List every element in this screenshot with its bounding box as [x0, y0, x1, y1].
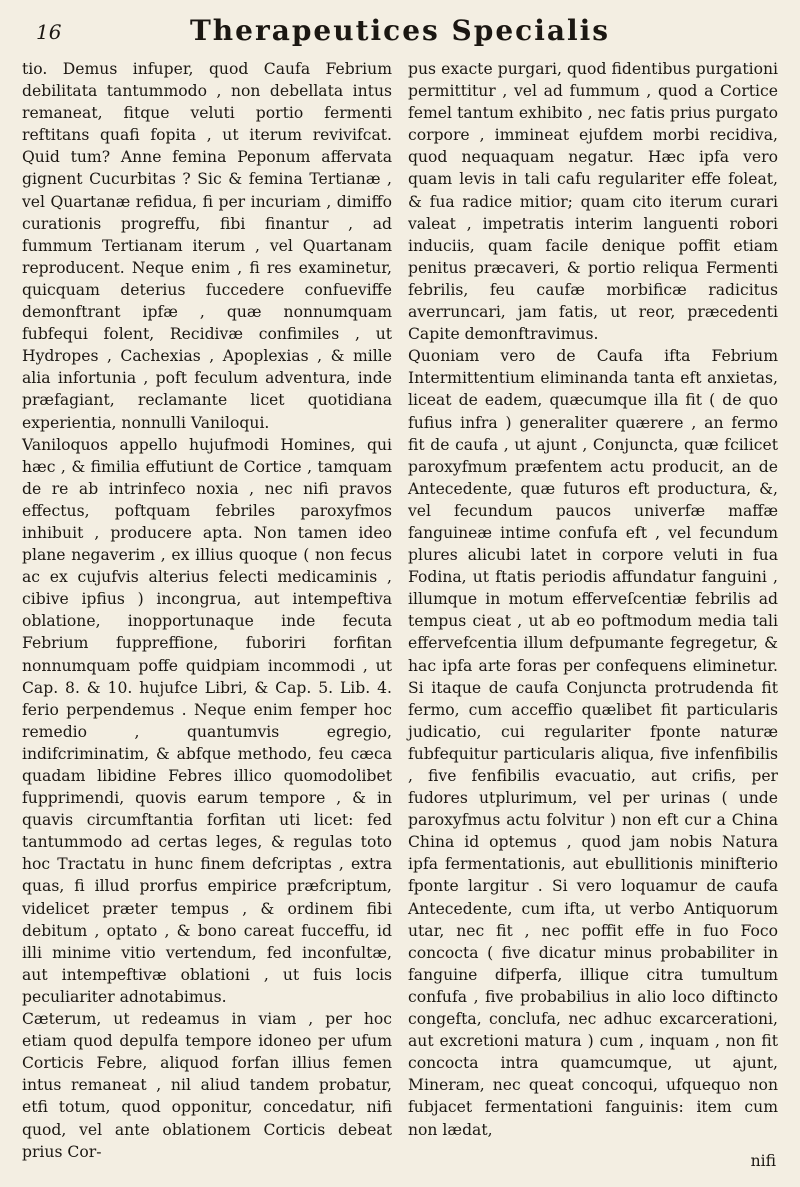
paragraph: tio. Demus infuper, quod Caufa Febrium debilitata tantummodo , non debellata intus remaneat, fitque veluti portio fermenti reftitans quafi fopita , ut iterum revivifcat. Quid tum? Anne femina Peponum affervata gignent Cucurbitas ? Sic & femina Tertianæ , vel Quartanæ refidua, fi per incuriam , dimiffo curationis progreffu, fibi finantur , ad fummum Tertianam iterum , vel Quartanam reproducent. Neque enim , fi res examinetur, quicquam deterius fuccedere confueviffe demonftrant ipfæ , quæ nonnumquam fubfequi folent, Recidivæ confimiles , ut Hydropes , Cachexias , Apoplexias , & mille alia infortunia , poft feculum adventura, inde præfagiant, reclamante licet quotidiana experientia, nonnulli Vaniloqui.	[22, 60, 392, 432]
paragraph: Vaniloquos appello hujufmodi Homines, qui hæc , & fimilia effutiunt de Cortice , tamquam de re ab intrinfeco noxia , nec nifi pravos effectus, poftquam febriles paroxyfmos inhibuit , producere apta. Non tamen ideo plane negaverim , ex illius quoque ( non fecus ac ex cujufvis alterius felecti medicaminis , cibive ipfius ) incongrua, aut intempeftiva oblatione, inopportunaque inde fecuta Febrium fuppreffione, fuboriri forfitan nonnumquam poffe quidpiam incommodi , ut Cap. 8. & 10. hujufce Libri, & Cap. 5. Lib. 4. ferio perpendemus . Neque enim femper hoc remedio , quantumvis egregio, indifcriminatim, & abfque methodo, feu cæca quadam libidine Febres illico quomodolibet fupprimendi, quovis earum tempore , & in quavis circumftantia forfitan uti licet: fed tantummodo ad certas leges, & regulas toto hoc Tractatu in hunc finem defcriptas , extra quas, fi illud prorfus empirice præfcriptum, videlicet præter tempus , & ordinem fibi debitum , optato , & bono careat fucceffu, id illi minime vitio vertendum, fed inconfultæ, aut intempeftivæ oblationi , ut fuis locis peculiariter adnotabimus.	[22, 435, 392, 1006]
paragraph: Cæterum, ut redeamus in viam , per hoc etiam quod depulfa tempore idoneo per ufum Corticis Febre, aliquod forfan illius femen intus remaneat , nil aliud tandem probatur, etfi totum, quod opponitur, concedatur, nifi quod, vel ante oblationem Corticis debeat prius Cor-	[22, 1010, 392, 1161]
right-column	[408, 58, 778, 1163]
page-number: 16	[36, 20, 62, 44]
left-column	[22, 58, 392, 1163]
page-header	[22, 14, 778, 54]
text-columns	[22, 58, 778, 1163]
catchword: nifi	[750, 1152, 776, 1170]
paragraph: Quoniam vero de Caufa ifta Febrium Intermittentium eliminanda tanta eft anxietas, liceat de eadem, quæcumque illa fit ( de quo fufius infra ) generaliter quærere , an fermo fit de caufa , ut ajunt , Conjuncta, quæ fcilicet paroxyfmum præfentem actu producit, an de Antecedente, quæ futuros eft productura, &, vel fecundum paucos univerfæ maffæ fanguineæ intime confufa eft , vel fecundum plures alicubi latet in corpore veluti in fua Fodina, ut ftatis periodis affundatur fanguini , illumque in motum efferveſcentiæ febrilis ad tempus cieat , ut ab eo poftmodum media tali effervefcentia illum defpumante fegregetur, & hac ipfa arte foras per confequens eliminetur. Si itaque de caufa Conjuncta protrudenda fit fermo, cum acceffio quælibet fit particularis judicatio, cui regulariter fponte naturæ fubfequitur particularis aliqua, five infenfibilis , five fenfibilis evacuatio, aut crifis, per fudores utplurimum, vel per urinas ( unde paroxyfmus actu folvitur ) non eft cur a China China id optemus , quod jam nobis Natura ipfa fermentationis, aut ebullitionis minifterio fponte largitur . Si vero loquamur de caufa Antecedente, cum ifta, ut verbo Antiquorum utar, nec fit , nec poffit effe in fuo Foco concocta ( five dicatur minus probabiliter in fanguine difperfa, illique citra tumultum confufa , five probabilius in alio loco diftincto congefta, conclufa, nec adhuc excarcerationi, aut excretioni matura ) cum , inquam , non fit concocta intra quamcumque, ut ajunt, Mineram, nec queat concoqui, ufquequo non fubjacet fermentationi fanguinis: item cum non lædat,	[408, 347, 778, 1139]
running-title: Therapeutices Specialis	[189, 14, 611, 47]
paragraph: pus exacte purgari, quod fidentibus purgationi permittitur , vel ad fummum , quod a Cortice femel tantum exhibito , nec fatis prius purgato corpore , immineat ejufdem morbi recidiva, quod nequaquam negatur. Hæc ipfa vero quam levis in tali cafu regulariter effe foleat, & fua radice mitior; quam cito iterum curari valeat , impetratis interim languenti robori induciis, quam facile denique poffit etiam penitus præcaveri, & portio reliqua Fermenti febrilis, feu caufæ morbificæ radicitus averruncari, jam fatis, ut reor, præcedenti Capite demonftravimus.	[408, 60, 778, 344]
